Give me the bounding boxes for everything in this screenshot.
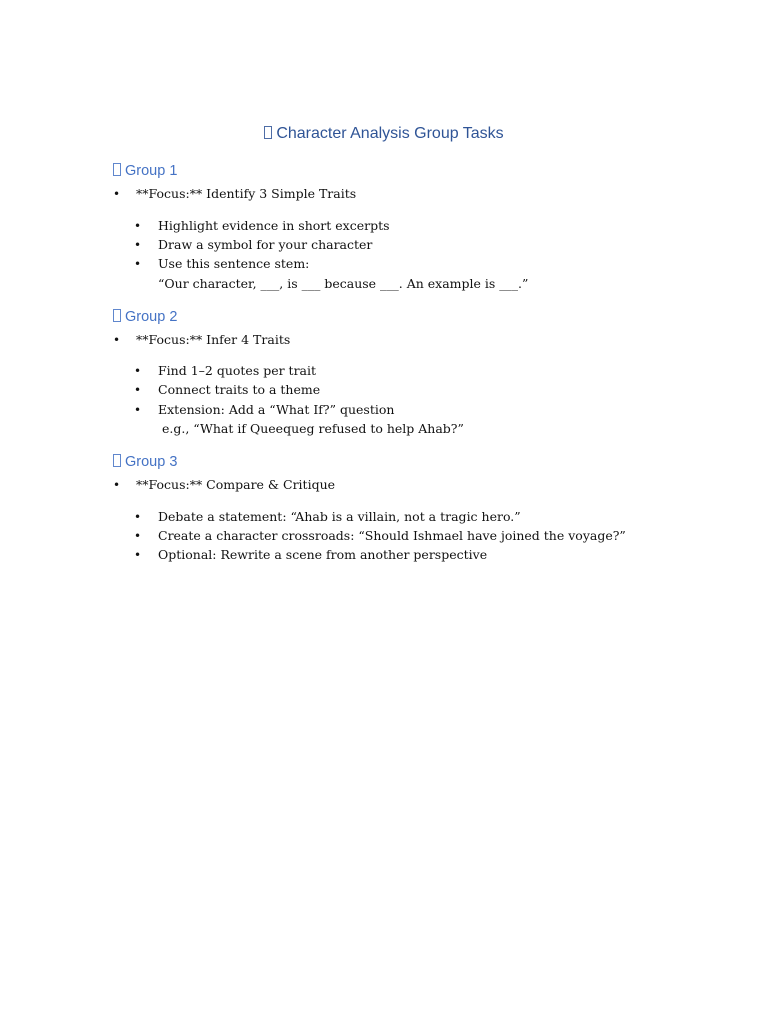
group-3-item: Debate a statement: “Ahab is a villain, not a tragic hero.” bbox=[158, 509, 521, 524]
bullet-icon: • bbox=[134, 364, 142, 378]
group-2-item: Connect traits to a theme bbox=[158, 382, 321, 397]
bullet-icon: • bbox=[134, 529, 142, 543]
group-3-focus: **Focus:** Compare & Critique bbox=[136, 477, 336, 492]
bullet-icon: • bbox=[113, 478, 121, 492]
missing-glyph-icon bbox=[113, 163, 121, 176]
group-1-heading-text: Group 1 bbox=[125, 163, 178, 179]
group-2-item: Find 1–2 quotes per trait bbox=[158, 363, 317, 378]
group-2-item: Extension: Add a “What If?” question bbox=[158, 402, 395, 417]
missing-glyph-icon bbox=[113, 454, 121, 467]
bullet-icon: • bbox=[113, 187, 121, 201]
group-1-heading bbox=[113, 163, 177, 179]
group-2-example: e.g., “What if Queequeg refused to help Ahab?” bbox=[162, 421, 464, 436]
group-3-heading bbox=[113, 454, 177, 470]
missing-glyph-icon bbox=[113, 309, 121, 322]
group-1-sentence-stem: “Our character, ___, is ___ because ___. An example is ___.” bbox=[158, 276, 529, 291]
bullet-icon: • bbox=[134, 510, 142, 524]
group-1-item: Highlight evidence in short excerpts bbox=[158, 218, 390, 233]
group-2-heading bbox=[113, 309, 177, 325]
bullet-icon: • bbox=[134, 403, 142, 417]
group-1-item: Use this sentence stem: bbox=[158, 256, 310, 271]
bullet-icon: • bbox=[134, 238, 142, 252]
page-title-text: Character Analysis Group Tasks bbox=[276, 125, 504, 142]
group-2-heading-text: Group 2 bbox=[125, 309, 178, 325]
group-3-item: Create a character crossroads: “Should Ishmael have joined the voyage?” bbox=[158, 528, 626, 543]
group-2-focus: **Focus:** Infer 4 Traits bbox=[136, 332, 291, 347]
group-1-item: Draw a symbol for your character bbox=[158, 237, 373, 252]
bullet-icon: • bbox=[134, 383, 142, 397]
bullet-icon: • bbox=[134, 548, 142, 562]
group-1-focus: **Focus:** Identify 3 Simple Traits bbox=[136, 186, 357, 201]
bullet-icon: • bbox=[113, 333, 121, 347]
group-3-item: Optional: Rewrite a scene from another perspective bbox=[158, 547, 488, 562]
missing-glyph-icon bbox=[264, 126, 272, 139]
group-3-heading-text: Group 3 bbox=[125, 454, 178, 470]
bullet-icon: • bbox=[134, 257, 142, 271]
bullet-icon: • bbox=[134, 219, 142, 233]
page-title bbox=[0, 125, 768, 143]
